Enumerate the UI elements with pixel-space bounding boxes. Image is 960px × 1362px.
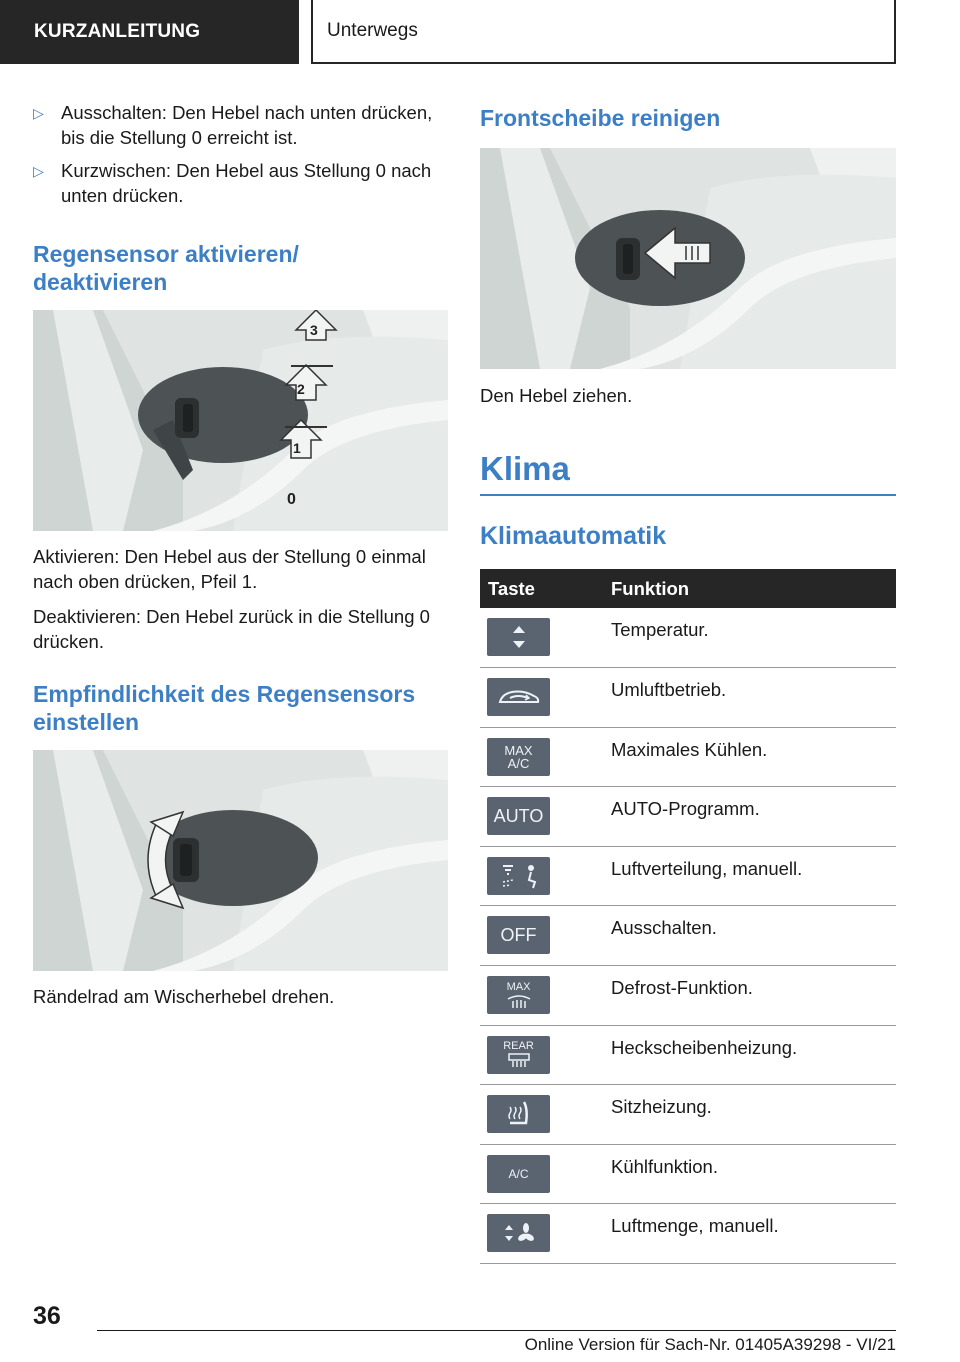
climate-table bbox=[480, 569, 896, 1264]
function-text: Heckscheibenheizung. bbox=[603, 1025, 896, 1085]
function-text: Ausschalten. bbox=[603, 906, 896, 966]
table-row bbox=[480, 966, 896, 1026]
function-text: Maximales Kühlen. bbox=[603, 727, 896, 787]
function-text: Sitzheizung. bbox=[603, 1085, 896, 1145]
rear-defrost-icon: REAR bbox=[487, 1036, 550, 1074]
rain-sensor-figure bbox=[33, 310, 448, 531]
arrow-label-2: 2 bbox=[297, 381, 305, 397]
function-text: Temperatur. bbox=[603, 608, 896, 668]
seat-heating-icon bbox=[487, 1095, 550, 1133]
table-row bbox=[480, 1144, 896, 1204]
list-item: ▷ Kurzwischen: Den Hebel aus Stellung 0 nach unten drücken. bbox=[33, 160, 432, 206]
table-row bbox=[480, 668, 896, 728]
table-row bbox=[480, 727, 896, 787]
list-item: ▷ Ausschalten: Den Hebel nach unten drücken, bis die Stellung 0 erreicht ist. bbox=[33, 102, 433, 148]
function-text: AUTO-Programm. bbox=[603, 787, 896, 847]
rain-sensor-heading: Regensensor aktivieren/ deaktivieren bbox=[33, 241, 299, 295]
temperature-arrows-icon bbox=[487, 618, 550, 656]
windshield-heading: Frontscheibe reinigen bbox=[480, 105, 721, 131]
function-text: Luftverteilung, manuell. bbox=[603, 846, 896, 906]
right-column bbox=[480, 100, 896, 1264]
column-header-function: Funktion bbox=[603, 569, 896, 608]
chapter-tab bbox=[311, 0, 896, 64]
left-column bbox=[33, 100, 448, 1019]
footer-divider bbox=[97, 1330, 896, 1331]
klima-subtitle: Klimaautomatik bbox=[480, 522, 667, 550]
sensitivity-figure bbox=[33, 750, 448, 971]
function-text: Kühlfunktion. bbox=[603, 1144, 896, 1204]
table-header-row bbox=[480, 569, 896, 608]
table-row bbox=[480, 846, 896, 906]
arrow-label-3: 3 bbox=[310, 322, 318, 338]
table-row bbox=[480, 1085, 896, 1145]
sensitivity-text: Rändelrad am Wischerhebel drehen. bbox=[33, 986, 335, 1007]
windshield-figure bbox=[480, 148, 896, 369]
klima-title: Klima bbox=[480, 450, 896, 496]
section-title: KURZANLEITUNG bbox=[34, 21, 201, 42]
arrow-label-0: 0 bbox=[287, 491, 296, 508]
ac-icon: A/C bbox=[487, 1155, 550, 1193]
function-text: Defrost-Funktion. bbox=[603, 966, 896, 1026]
triangle-bullet-icon: ▷ bbox=[33, 105, 44, 121]
max-defrost-icon: MAX bbox=[487, 976, 550, 1014]
function-text: Luftmenge, manuell. bbox=[603, 1204, 896, 1264]
footer-text: Online Version für Sach-Nr. 01405A39298 - VI/21 bbox=[524, 1335, 896, 1354]
arrow-label-1: 1 bbox=[293, 440, 301, 456]
column-header-key: Taste bbox=[480, 569, 603, 608]
triangle-bullet-icon: ▷ bbox=[33, 163, 44, 179]
chapter-title: Unterwegs bbox=[327, 20, 418, 41]
table-row bbox=[480, 787, 896, 847]
table-row bbox=[480, 1204, 896, 1264]
function-text: Umluftbetrieb. bbox=[603, 668, 896, 728]
auto-icon: AUTO bbox=[487, 797, 550, 835]
table-row bbox=[480, 608, 896, 668]
fan-speed-icon bbox=[487, 1214, 550, 1252]
max-ac-icon: MAX A/C bbox=[487, 738, 550, 776]
table-row bbox=[480, 1025, 896, 1085]
windshield-text: Den Hebel ziehen. bbox=[480, 385, 633, 406]
page-number: 36 bbox=[33, 1302, 61, 1330]
table-row bbox=[480, 906, 896, 966]
sensitivity-heading: Empfindlichkeit des Regensensors einstellen bbox=[33, 681, 416, 735]
recirculation-car-icon bbox=[487, 678, 550, 716]
air-distribution-icon bbox=[487, 857, 550, 895]
rain-activate-text: Aktivieren: Den Hebel aus der Stellung 0 einmal nach oben drücken, Pfeil 1. bbox=[33, 546, 426, 592]
off-icon: OFF bbox=[487, 916, 550, 954]
rain-deactivate-text: Deaktivieren: Den Hebel zurück in die Stellung 0 drücken. bbox=[33, 606, 430, 652]
section-tab bbox=[0, 0, 299, 64]
